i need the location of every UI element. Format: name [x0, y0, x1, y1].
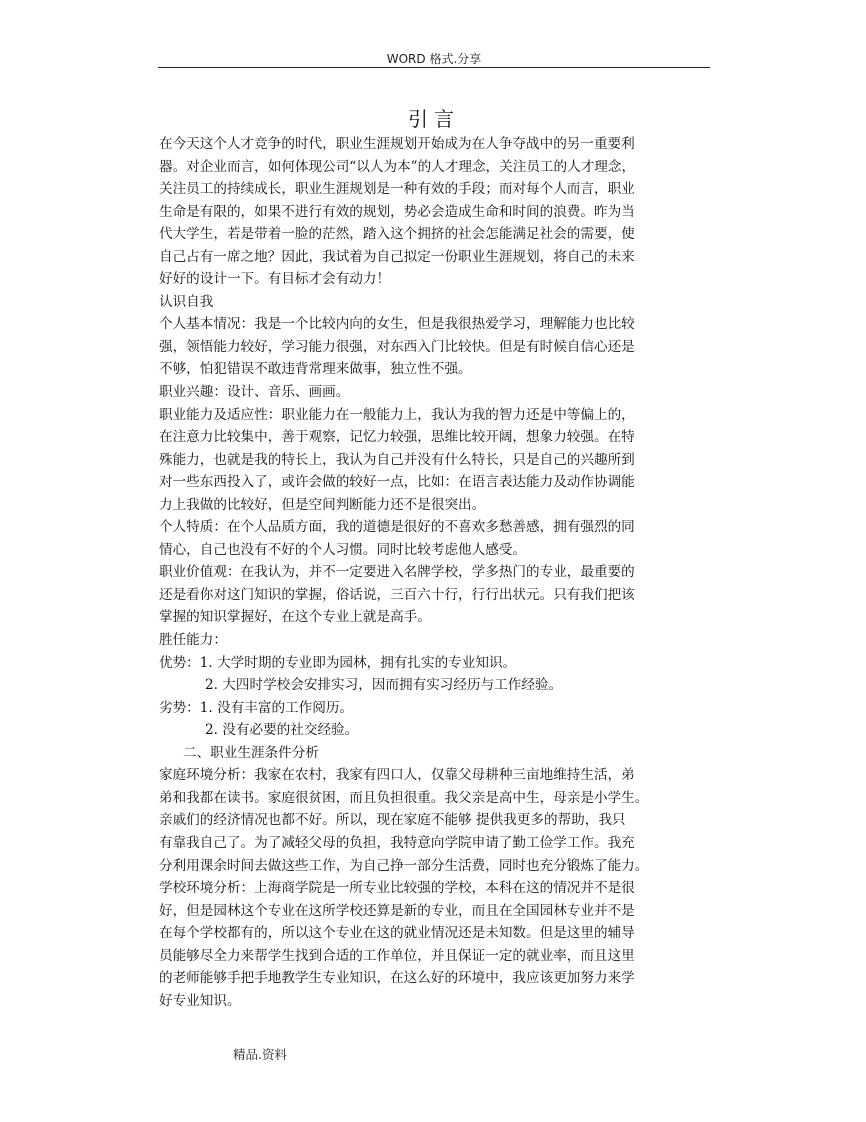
- text-line: 2. 大四时学校会安排实习，因而拥有实习经历与工作经验。: [205, 677, 563, 694]
- text-line: 器。对企业而言，如何体现公司“以人为本”的人才理念，关注员工的人才理念，: [159, 158, 636, 175]
- text-line: 不够，怕犯错误不敢违背常理来做事，独立性不强。: [159, 361, 472, 378]
- text-line: 员能够尽全力来帮学生找到合适的工作单位，并且保证一定的就业率，而且这里: [159, 947, 635, 964]
- text-line: 在注意力比较集中，善于观察，记忆力较强，思维比较开阔，想象力较强。在特: [159, 429, 635, 446]
- text-line: 2. 没有必要的社交经验。: [205, 722, 359, 739]
- text-line: 优势：1. 大学时期的专业即为园林，拥有扎实的专业知识。: [159, 654, 517, 671]
- text-line: 职业价值观：在我认为，并不一定要进入名牌学校，学多热门的专业，最重要的: [159, 564, 635, 581]
- text-line: 认识自我: [159, 293, 214, 310]
- text-line: 的老师能够手把手地教学生专业知识，在这么好的环境中，我应该更加努力来学: [159, 970, 635, 987]
- text-line: 好专业知识。: [159, 992, 241, 1009]
- text-line: 劣势：1. 没有丰富的工作阅历。: [159, 699, 354, 716]
- text-line: 家庭环境分析：我家在农村，我家有四口人，仅靠父母耕种三亩地维持生活，弟: [159, 767, 635, 784]
- document-body: [159, 133, 715, 1012]
- text-line: 代大学生，若是带着一脸的茫然，踏入这个拥挤的社会怎能满足社会的需要，使: [159, 226, 635, 243]
- text-line: 生命是有限的，如果不进行有效的规划，势必会造成生命和时间的浪费。昨为当: [159, 203, 635, 220]
- text-line: 殊能力，也就是我的特长上，我认为自己并没有什么特长，只是自己的兴趣所到: [159, 451, 635, 468]
- text-line: 学校环境分析：上海商学院是一所专业比较强的学校，本科在这的情况并不是很: [159, 880, 635, 897]
- text-line: 力上我做的比较好，但是空间判断能力还不是很突出。: [159, 496, 486, 513]
- text-line: 分利用课余时间去做这些工作，为自己挣一部分生活费，同时也充分锻炼了能力。: [159, 857, 649, 874]
- text-line: 好，但是园林这个专业在这所学校还算是新的专业，而且在全国园林专业并不是: [159, 902, 635, 919]
- text-line: 二、职业生涯条件分析: [183, 744, 319, 761]
- text-line: 情心，自己也没有不好的个人习惯。同时比较考虑他人感受。: [159, 541, 527, 558]
- page-footer: 精品.资料: [233, 1047, 287, 1062]
- text-line: 好好的设计一下。有目标才会有动力！: [159, 271, 391, 288]
- text-line: 个人基本情况：我是一个比较内向的女生，但是我很热爱学习，理解能力也比较: [159, 316, 635, 333]
- text-line: 在每个学校都有的，所以这个专业在这的就业情况还是未知数。但是这里的辅导: [159, 925, 635, 942]
- text-line: 对一些东西投入了，或许会做的较好一点，比如：在语言表达能力及动作协调能: [159, 474, 635, 491]
- text-line: 在今天这个人才竞争的时代，职业生涯规划开始成为在人争夺战中的另一重要利: [159, 136, 635, 152]
- text-line: 个人特质：在个人品质方面，我的道德是很好的不喜欢多愁善感，拥有强烈的同: [159, 519, 635, 536]
- header-divider: [158, 67, 710, 68]
- text-line: 强，领悟能力较好，学习能力很强，对东西入门比较快。但是有时候自信心还是: [159, 338, 635, 355]
- text-line: 还是看你对这门知识的掌握，俗话说，三百六十行，行行出状元。只有我们把该: [159, 586, 635, 603]
- text-line: 有靠我自己了。为了减轻父母的负担，我特意向学院申请了勤工俭学工作。我充: [159, 834, 635, 851]
- text-line: 胜任能力：: [159, 632, 227, 649]
- page-title: 引言: [408, 107, 460, 131]
- text-line: 职业兴趣：设计、音乐、画画。: [159, 384, 350, 401]
- text-line: 弟和我都在读书。家庭很贫困，而且负担很重。我父亲是高中生，母亲是小学生。: [159, 789, 649, 806]
- text-line: 掌握的知识掌握好，在这个专业上就是高手。: [159, 609, 431, 626]
- page-header: WORD 格式.分享: [386, 52, 482, 66]
- text-line: 亲戚们的经济情况也都不好。所以，现在家庭不能够 提供我更多的帮助，我只: [159, 812, 626, 829]
- text-line: 自己占有一席之地？因此，我试着为自己拟定一份职业生涯规划，将自己的未来: [159, 248, 635, 265]
- text-line: 关注员工的持续成长，职业生涯规划是一种有效的手段；而对每个人而言，职业: [159, 181, 635, 198]
- text-line: 职业能力及适应性：职业能力在一般能力上，我认为我的智力还是中等偏上的，: [159, 406, 635, 423]
